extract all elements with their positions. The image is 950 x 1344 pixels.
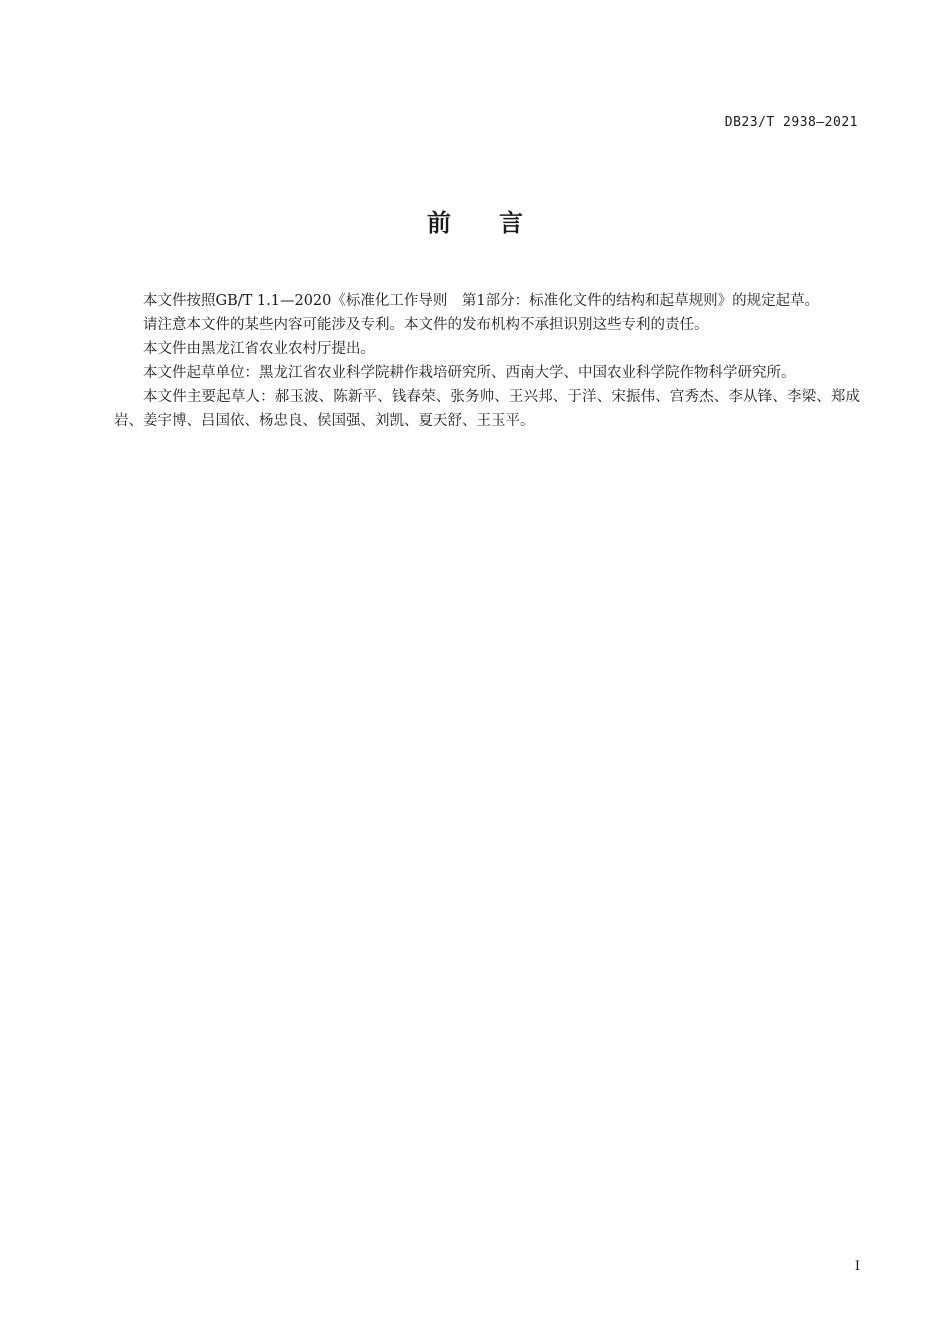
page-title: 前言 — [427, 209, 571, 237]
page-number: I — [854, 1259, 860, 1274]
document-number: DB23/T 2938—2021 — [724, 115, 858, 130]
paragraph-patent-notice: 请注意本文件的某些内容可能涉及专利。本文件的发布机构不承担识别这些专利的责任。 — [143, 317, 709, 333]
paragraph-drafting-rules: 本文件按照GB/T 1.1—2020《标准化工作导则 第1部分：标准化文件的结构和起草规则》的规定起草。 — [143, 293, 820, 309]
paragraph-proposer: 本文件由黑龙江省农业农村厅提出。 — [143, 341, 375, 357]
preface-body — [114, 289, 860, 433]
paragraph-drafting-units: 本文件起草单位：黑龙江省农业科学院耕作栽培研究所、西南大学、中国农业科学院作物科学研究所。 — [143, 365, 796, 381]
paragraph-drafters: 本文件主要起草人：郝玉波、陈新平、钱春荣、张务帅、王兴邦、于洋、宋振伟、宫秀杰、李从锋、李梁、郑成岩、姜宇博、吕国依、杨忠良、侯国强、刘凯、夏天舒、王玉平。 — [114, 389, 860, 429]
